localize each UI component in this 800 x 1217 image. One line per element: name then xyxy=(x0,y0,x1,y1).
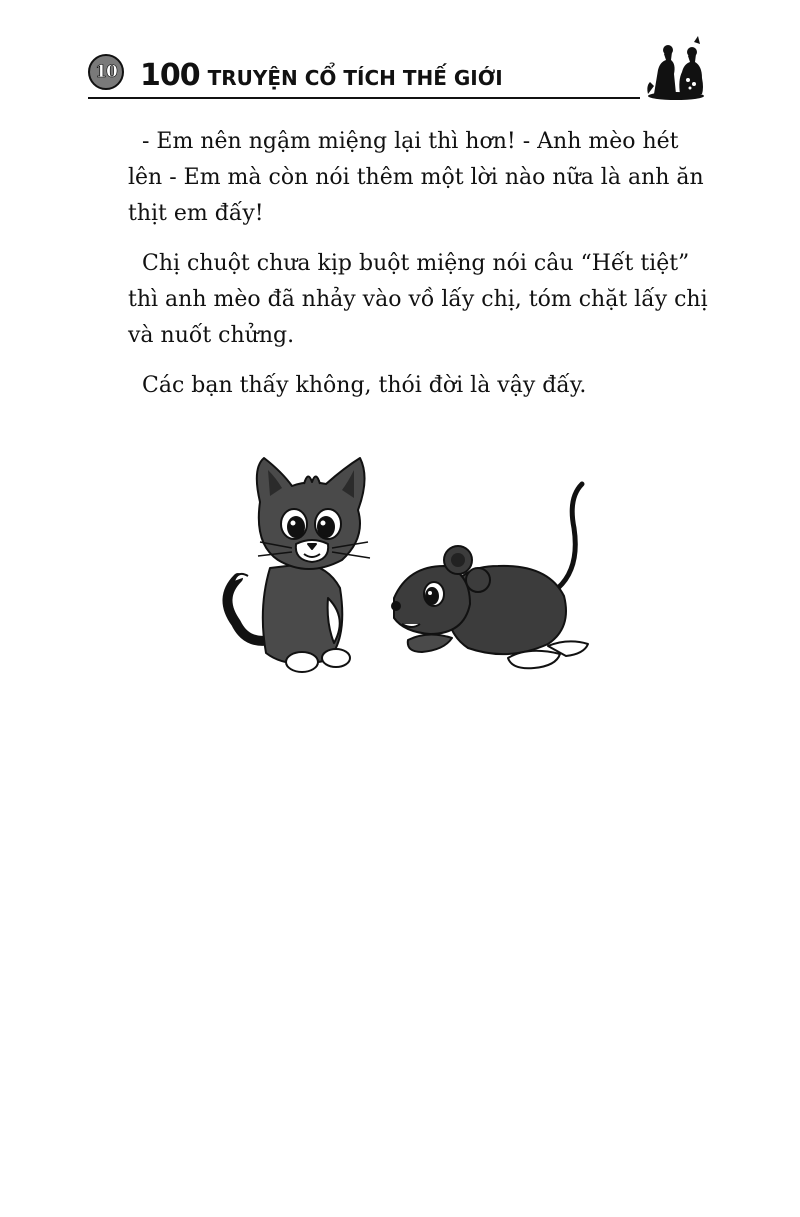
header-divider xyxy=(88,97,640,99)
page-header xyxy=(88,50,728,110)
paragraph: - Em nên ngậm miệng lại thì hơn! - Anh mèo hét lên - Em mà còn nói thêm một lời nào nữa là anh ăn thịt em đấy! xyxy=(128,129,704,226)
paragraph: Các bạn thấy không, thói đời là vậy đấy. xyxy=(142,373,587,398)
paragraph: Chị chuột chưa kịp buột miệng nói câu “Hết tiệt” thì anh mèo đã nhảy vào vồ lấy chị, tóm chặt lấy chị và nuốt chửng. xyxy=(128,251,708,348)
mouse-figure xyxy=(392,484,588,668)
book-title-text: TRUYỆN CỔ TÍCH THẾ GIỚI xyxy=(207,66,503,90)
fairy-tale-ornament-icon xyxy=(640,30,712,102)
page-number: 10 xyxy=(95,62,117,82)
story-text xyxy=(128,124,708,418)
cat-figure xyxy=(227,458,370,672)
book-title xyxy=(140,58,503,93)
book-title-number: 100 xyxy=(140,58,200,93)
cat-and-mouse-illustration xyxy=(208,448,608,688)
page-number-badge xyxy=(88,54,124,90)
